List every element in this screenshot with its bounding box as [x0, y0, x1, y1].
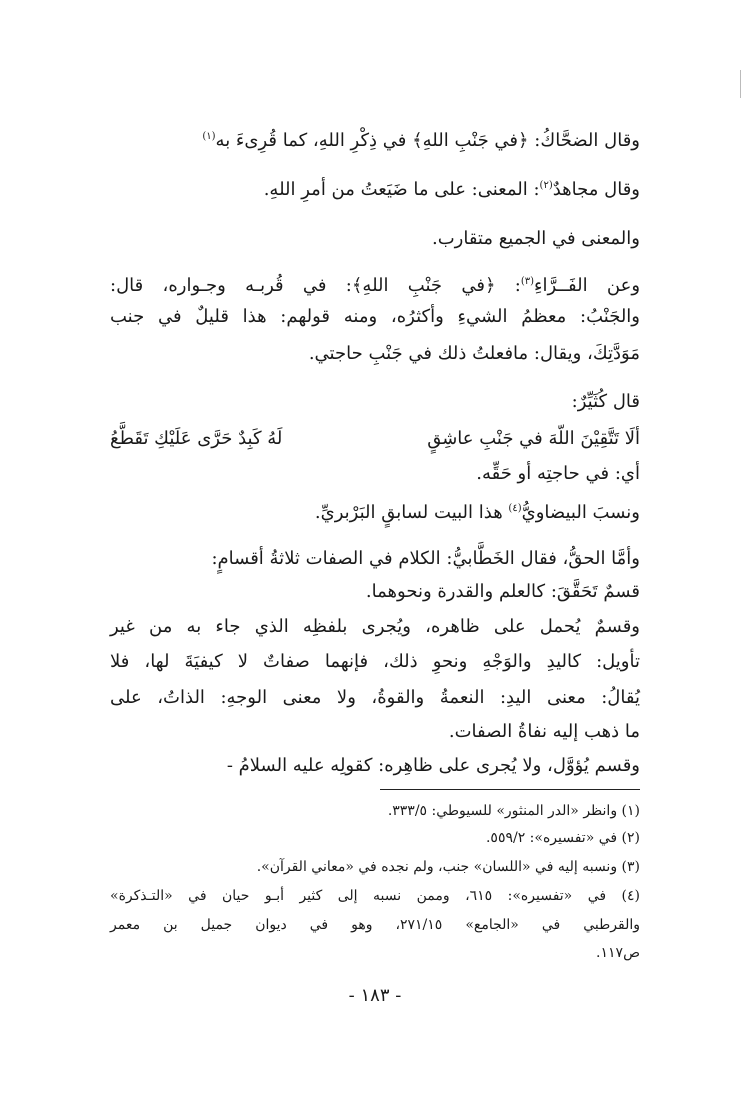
text-line: وعن الفَــرَّاءِ$^{(٣)}$: ﴿في جَنْبِ اللهِ﴾: في قُربـه وجـواره، قال:	[110, 275, 641, 296]
footnote-ref[interactable]: (٢)	[539, 180, 553, 191]
footnote-ref[interactable]: (١)	[202, 131, 216, 142]
footnote: (٢) في «تفسيره»: ٥٥٩/٢.	[485, 830, 640, 846]
text-line: وقال الضحَّاكُ: ﴿في جَنْبِ اللهِ﴾ في ذِكْرِ اللهِ، كما قُرِىءَ به$^{(١)}$	[202, 130, 640, 151]
text-line: قسمٌ تَحَقَّقَ: كالعلم والقدرة ونحوهما.	[365, 581, 640, 602]
margin-mark	[740, 70, 741, 98]
footnote-ref[interactable]: (٣)	[520, 276, 535, 287]
footnote: والقرطبي في «الجامع» ٢٧١/١٥، وهو في ديوان جميل بن معمر	[110, 917, 640, 933]
footnote: (٤) في «تفسيره»: ٦١٥، وممن نسبه إلى كثير أبـو حيان في «التـذكرة»	[110, 888, 640, 904]
text-line: وقال مجاهدٌ$^{(٢)}$: المعنى: على ما ضَيَعتُ من أمرِ اللهِ.	[263, 179, 640, 200]
text-line: أي: في حاجتِه أو حَقِّه.	[476, 463, 640, 484]
text-line: وقسم يُؤوَّل، ولا يُجرى على ظاهِره: كقولِه عليه السلامُ -	[226, 755, 640, 776]
verse-first-hemistich: ألَا تَتَّقِيْنَ اللّهَ في جَنْبِ عاشِقٍ	[427, 428, 640, 449]
text-line: ونسبَ البيضاويُّ$^{(٤)}$ هذا البيت لسابقٍ البَرْبريِّ.	[314, 502, 640, 523]
text-line: وقسمٌ يُحمل على ظاهره، ويُجرى بلفظِه الذي جاء به من غير	[110, 616, 640, 637]
text-line: والمعنى في الجميع متقارب.	[431, 228, 640, 249]
text-line: تأويل: كاليدِ والوَجْهِ ونحوِ ذلك، فإنهما صفاتٌ لا كيفيَةَ لها، فلا	[110, 651, 640, 672]
page-number: - ١٨٣ -	[348, 985, 402, 1006]
footnote: (١) وانظر «الدر المنثور» للسيوطي: ٣٣٣/٥.	[387, 803, 640, 819]
footnote: ص١١٧.	[596, 945, 640, 961]
footnote-ref[interactable]: (٤)	[508, 503, 522, 514]
verse-second-hemistich: لَهُ كَبِدٌ حَرَّى عَلَيْكِ تَقَطَّعُ	[110, 428, 283, 449]
book-page	[110, 0, 640, 1110]
text-line: والجَنْبُ: معظمُ الشيءِ وأكثرُه، ومنه قولهم: هذا قليلٌ في جنب	[110, 306, 640, 327]
text-line: وأمَّا الحقُّ، فقال الخَطَّابيُّ: الكلام في الصفات ثلاثةُ أقسامٍ:	[211, 548, 640, 569]
poet-heading: قال كُثَيِّرٌ:	[571, 391, 640, 412]
text-line: مَوَدَّتِكَ، ويقال: مافعلتُ ذلك في جَنْبِ حاجتي.	[308, 343, 640, 364]
text-line: يُقالُ: معنى اليدِ: النعمةُ والقوةُ، ولا معنى الوجهِ: الذاتُ، على	[110, 687, 640, 708]
footnote-separator	[380, 789, 640, 790]
text-line: ما ذهب إليه نفاةُ الصفات.	[448, 721, 640, 742]
footnote: (٣) ونسبه إليه في «اللسان» جنب، ولم نجده في «معاني القرآن».	[256, 859, 640, 875]
